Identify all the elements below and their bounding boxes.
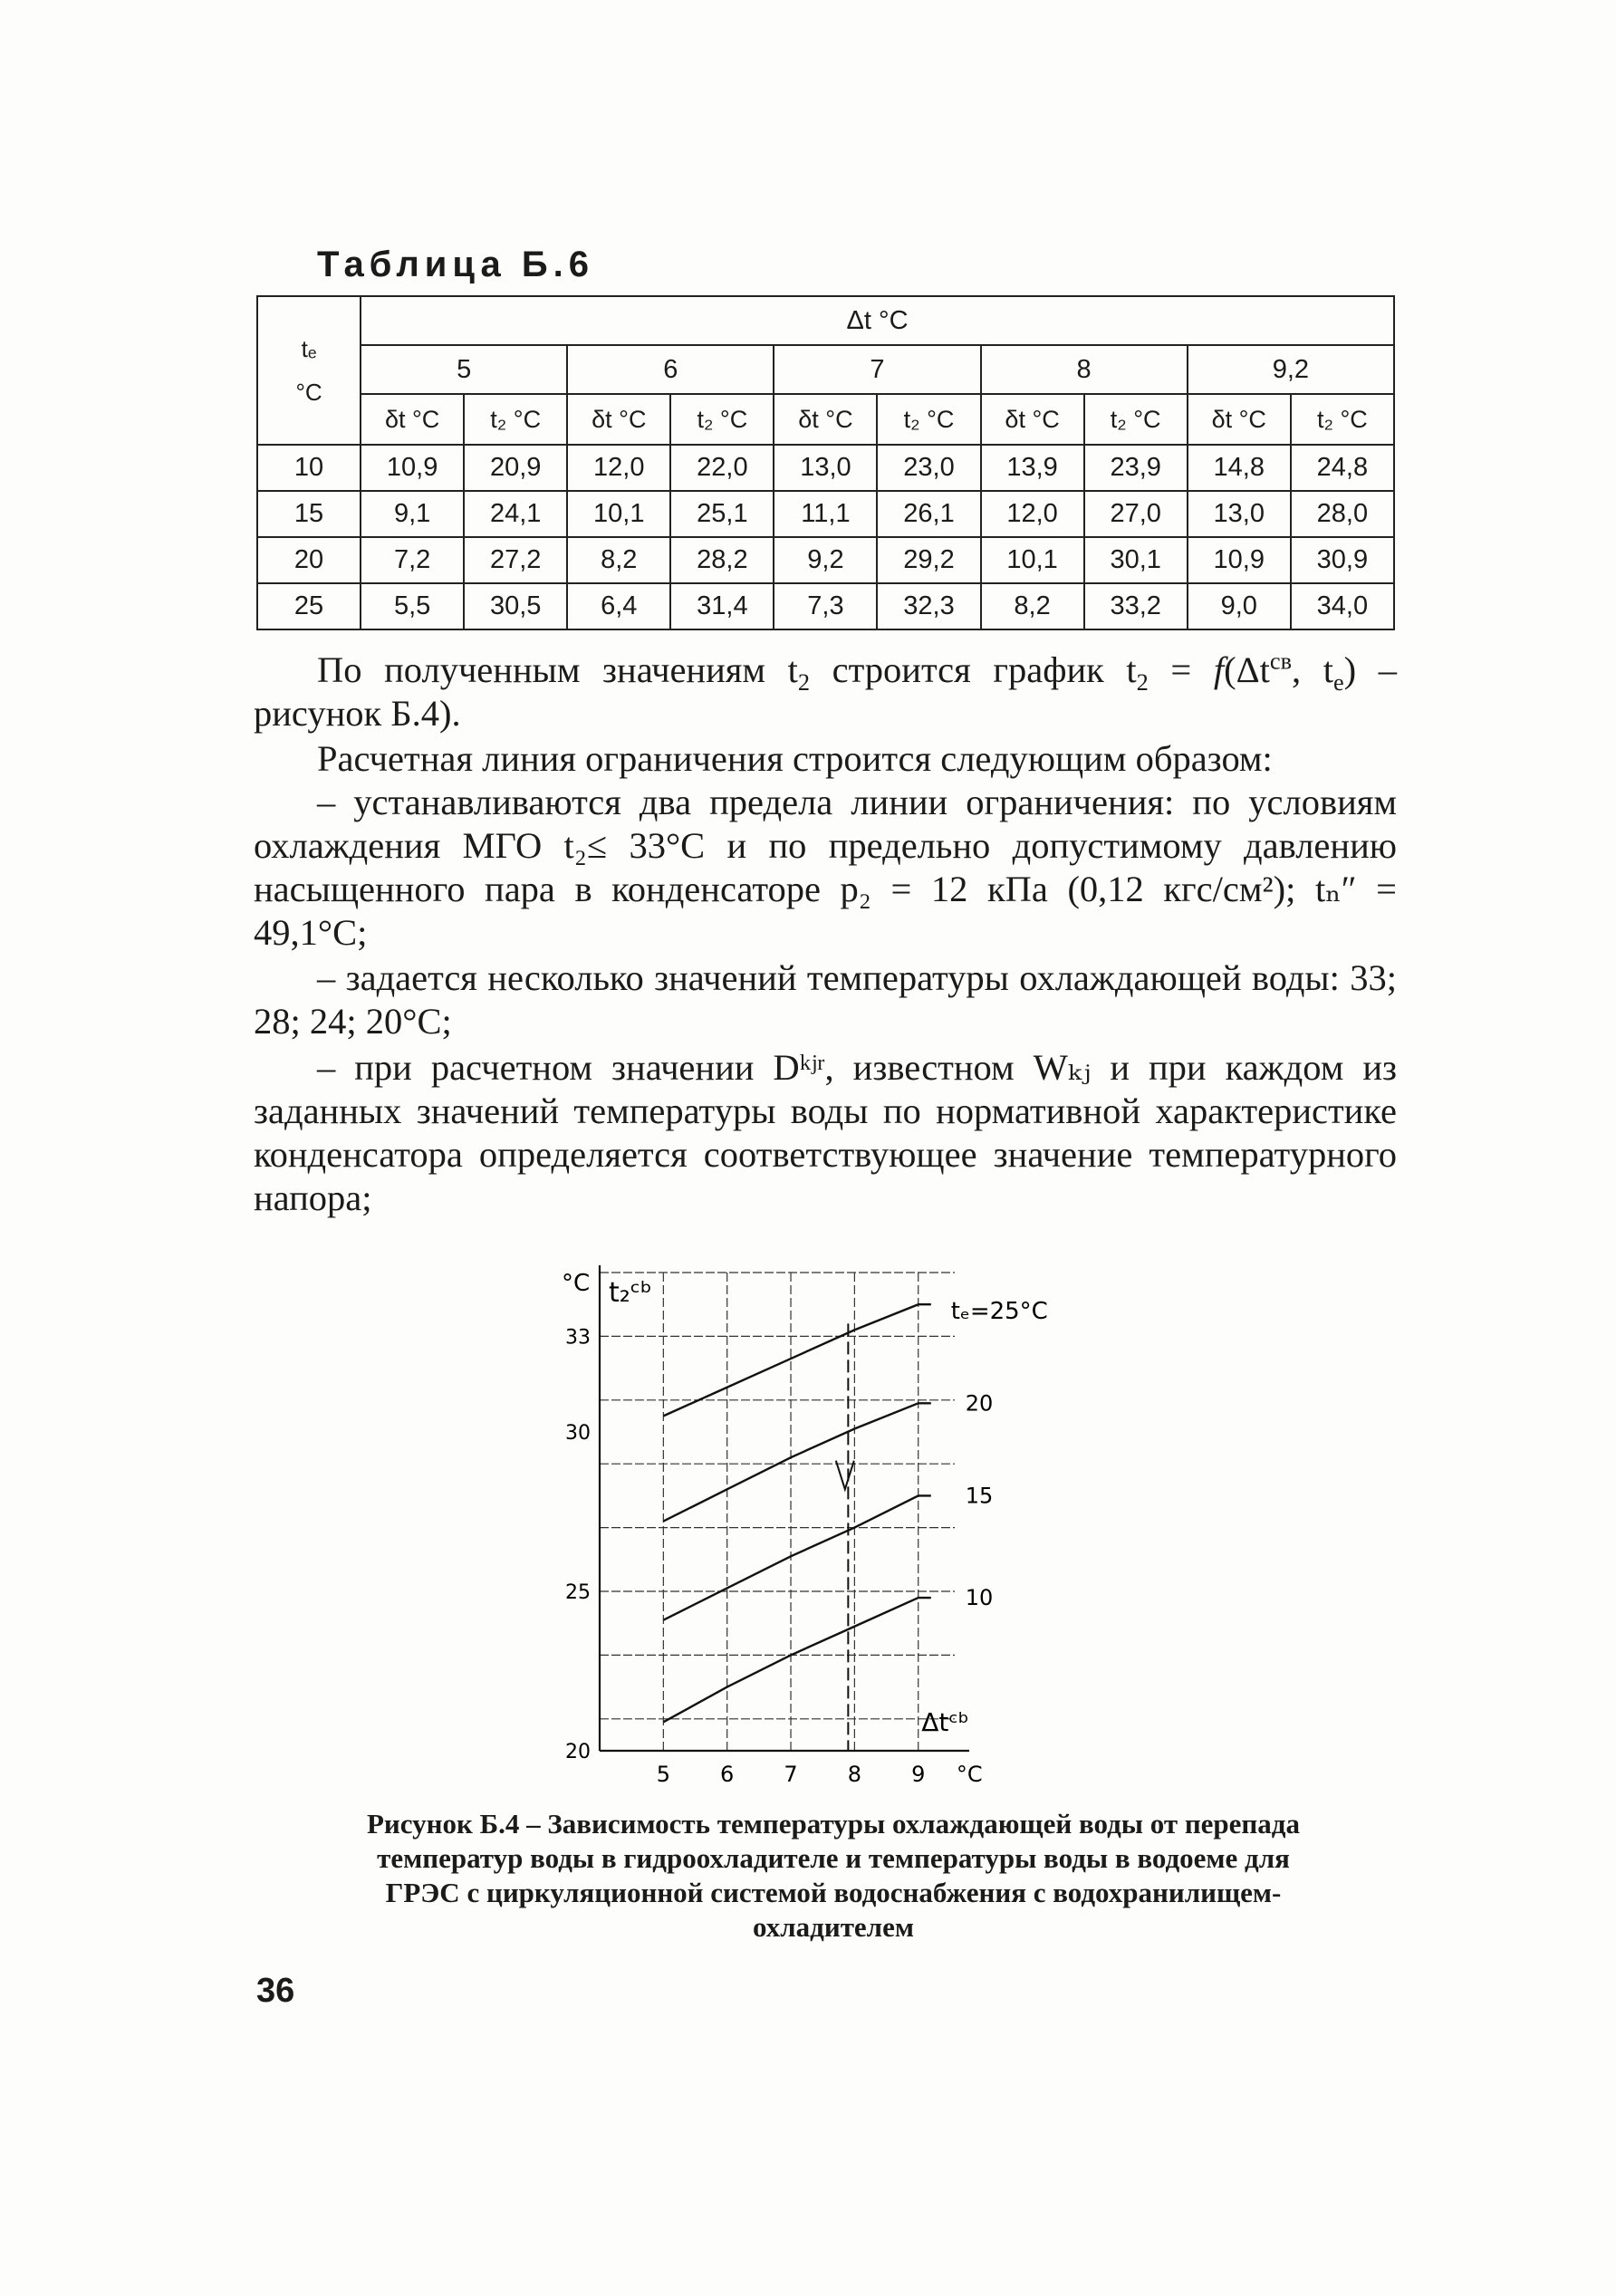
sub-header: δt °C xyxy=(981,394,1084,445)
value-cell: 7,3 xyxy=(774,583,877,629)
value-cell: 31,4 xyxy=(670,583,774,629)
arrow-marker xyxy=(836,1461,854,1490)
value-cell: 5,5 xyxy=(361,583,464,629)
page-number: 36 xyxy=(256,1972,295,2010)
y-tick-label: 25 xyxy=(565,1581,591,1604)
dt-value-header: 6 xyxy=(567,345,774,394)
value-cell: 13,0 xyxy=(1188,491,1291,537)
x-tick-label: 8 xyxy=(847,1762,862,1787)
table-row xyxy=(257,491,1394,537)
dt-values-row xyxy=(257,345,1394,394)
value-cell: 10,1 xyxy=(567,491,670,537)
value-cell: 9,1 xyxy=(361,491,464,537)
value-cell: 9,0 xyxy=(1188,583,1291,629)
value-cell: 12,0 xyxy=(567,445,670,491)
series-label: 10 xyxy=(965,1585,994,1611)
value-cell: 11,1 xyxy=(774,491,877,537)
chart-grid xyxy=(600,1273,955,1751)
table-row xyxy=(257,537,1394,583)
sub-header: t₂ °C xyxy=(464,394,567,445)
value-cell: 24,8 xyxy=(1291,445,1394,491)
value-cell: 20,9 xyxy=(464,445,567,491)
value-cell: 7,2 xyxy=(361,537,464,583)
series-line xyxy=(663,1598,930,1722)
data-table xyxy=(256,295,1395,630)
value-cell: 14,8 xyxy=(1188,445,1291,491)
paragraph-2: Расчетная линия ограничения строится следующим образом: xyxy=(317,738,1273,779)
y-tick-label: 20 xyxy=(565,1741,591,1763)
chart-axes xyxy=(600,1265,969,1751)
y-tick-label: 30 xyxy=(565,1422,591,1445)
series-label: tₑ=25°C xyxy=(950,1298,1048,1326)
table-title: Таблица Б.6 xyxy=(317,245,594,284)
te-cell: 10 xyxy=(257,445,361,491)
sub-header: δt °C xyxy=(774,394,877,445)
x-unit: °C xyxy=(956,1762,983,1787)
table-row xyxy=(257,445,1394,491)
value-cell: 10,9 xyxy=(1188,537,1291,583)
sub-header: t₂ °C xyxy=(1291,394,1394,445)
table-body xyxy=(257,445,1394,629)
paragraph-4: – задается несколько значений температуры охлаждающей воды: 33; 28; 24; 20°С; xyxy=(254,957,1397,1042)
chart-series xyxy=(663,1304,930,1722)
x-tick-label: 5 xyxy=(656,1762,670,1787)
dt-value-header: 5 xyxy=(361,345,567,394)
dt-value-header: 7 xyxy=(774,345,980,394)
value-cell: 28,0 xyxy=(1291,491,1394,537)
value-cell: 10,1 xyxy=(981,537,1084,583)
paragraph-1: По полученным значениям $t_2$ строится график $t_2 = f(\Delta t^{св}$, $t_е$) – рисунок Б.4). xyxy=(254,648,1397,734)
value-cell: 29,2 xyxy=(877,537,980,583)
sub-header-row xyxy=(257,394,1394,445)
y-unit: °C xyxy=(562,1270,591,1297)
value-cell: 22,0 xyxy=(670,445,774,491)
group-header: Δt °C xyxy=(361,296,1394,345)
value-cell: 23,9 xyxy=(1084,445,1188,491)
value-cell: 28,2 xyxy=(670,537,774,583)
chart-labels xyxy=(562,1270,1048,1787)
series-line xyxy=(663,1403,930,1521)
series-line xyxy=(663,1495,930,1619)
value-cell: 23,0 xyxy=(877,445,980,491)
series-label: 15 xyxy=(965,1483,994,1509)
sub-header: t₂ °C xyxy=(1084,394,1188,445)
line-chart xyxy=(543,1254,1069,1798)
te-cell: 20 xyxy=(257,537,361,583)
value-cell: 25,1 xyxy=(670,491,774,537)
value-cell: 27,0 xyxy=(1084,491,1188,537)
paragraph-5: – при расчетном значении Dᵏʲʳ, известном Wₖⱼ и при каждом из заданных значений температуры воды по нормативной характеристике конденсатора определяется соответствующее значение температурного напора; xyxy=(254,1047,1397,1218)
te-cell: 15 xyxy=(257,491,361,537)
value-cell: 8,2 xyxy=(567,537,670,583)
sub-header: t₂ °C xyxy=(877,394,980,445)
x-tick-label: 7 xyxy=(784,1762,798,1787)
sub-header: δt °C xyxy=(567,394,670,445)
value-cell: 30,9 xyxy=(1291,537,1394,583)
dt-value-header: 9,2 xyxy=(1188,345,1394,394)
figure-caption: Рисунок Б.4 – Зависимость температуры охлаждающей воды от перепада температур воды в гидроохладителе и температуры воды в водоеме для ГРЭС с циркуляционной системой водоснабжения с водохранилищем-охладителем xyxy=(367,1808,1300,1943)
series-line xyxy=(663,1304,930,1416)
value-cell: 6,4 xyxy=(567,583,670,629)
value-cell: 9,2 xyxy=(774,537,877,583)
value-cell: 12,0 xyxy=(981,491,1084,537)
dt-value-header: 8 xyxy=(981,345,1188,394)
te-header: tₑ °C xyxy=(257,296,361,445)
te-cell: 25 xyxy=(257,583,361,629)
value-cell: 33,2 xyxy=(1084,583,1188,629)
value-cell: 30,1 xyxy=(1084,537,1188,583)
value-cell: 13,9 xyxy=(981,445,1084,491)
table-row xyxy=(257,583,1394,629)
value-cell: 8,2 xyxy=(981,583,1084,629)
sub-header: δt °C xyxy=(1188,394,1291,445)
paragraph-3: – устанавливаются два предела линии ограничения: по условиям охлаждения МГО t₂≤ 33°С и по предельно допустимому давлению насыщенного пара в конденсаторе p₂ = 12 кПа (0,12 кгс/см²); tₙ″ = 49,1°С; xyxy=(254,782,1397,953)
value-cell: 10,9 xyxy=(361,445,464,491)
x-axis-label: Δtᶜᵇ xyxy=(921,1707,969,1737)
value-cell: 24,1 xyxy=(464,491,567,537)
x-tick-label: 6 xyxy=(720,1762,735,1787)
value-cell: 32,3 xyxy=(877,583,980,629)
y-tick-label: 33 xyxy=(565,1326,591,1350)
value-cell: 26,1 xyxy=(877,491,980,537)
value-cell: 27,2 xyxy=(464,537,567,583)
sub-header: t₂ °C xyxy=(670,394,774,445)
value-cell: 30,5 xyxy=(464,583,567,629)
value-cell: 13,0 xyxy=(774,445,877,491)
value-cell: 34,0 xyxy=(1291,583,1394,629)
x-tick-label: 9 xyxy=(911,1762,926,1787)
series-label: 20 xyxy=(965,1390,994,1417)
sub-header: δt °C xyxy=(361,394,464,445)
y-axis-label: t₂ᶜᵇ xyxy=(609,1277,652,1309)
